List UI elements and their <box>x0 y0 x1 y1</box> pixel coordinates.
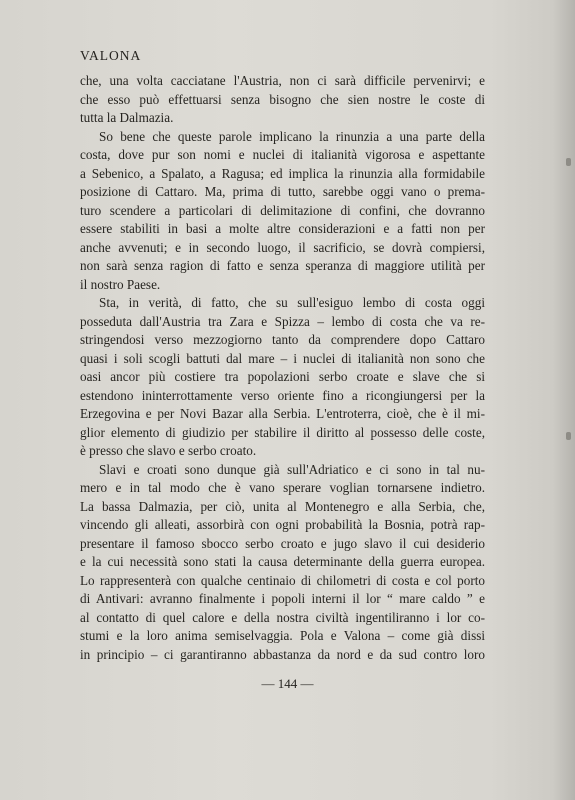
text-line: non sarà senza ragion di fatto e senza speranza di maggiore utilità per <box>80 258 485 273</box>
page-number: — 144 — <box>261 676 314 691</box>
text-line: anche avvenuti; e in secondo luogo, il sacrificio, se dovrà compiersi, <box>80 239 485 255</box>
text-line: vincendo gli alleati, assorbirà con ogni probabilità la Bosnia, potrà rap- <box>80 517 485 532</box>
text-line: Sta, in verità, di fatto, che su sull'esiguo lembo di costa oggi <box>99 295 485 310</box>
text-line: estendono ininterrottamente verso oriente fino a ricongiungersi per la <box>80 387 485 403</box>
text-line: quasi i soli scogli battuti dal mare – i nuclei di italianità non sono che <box>80 350 485 366</box>
text-line: stumi e la loro anima semiselvaggia. Pola e Valona – come già dissi <box>80 628 485 643</box>
text-line: Erzegovina e per Novi Bazar alla Serbia. L'entroterra, cioè, che è il mi- <box>80 406 485 421</box>
margin-mark <box>566 432 571 440</box>
text-line: al contatto di quel calore e della nostra civiltà ingentiliranno i lor co- <box>80 609 485 625</box>
text-line: glior elemento di giudizio per stabilire il diritto al possesso delle coste, <box>80 424 485 440</box>
text-line: Lo rappresenterà con qualche centinaio di chilometri di costa e col porto <box>80 572 485 588</box>
running-head: VALONA <box>80 48 142 63</box>
margin-mark <box>566 158 571 166</box>
text-line: Slavi e croati sono dunque già sull'Adriatico e ci sono in tal nu- <box>99 461 485 477</box>
text-line: oasi ancor più costiere tra popolazioni serbo croate e slave che si <box>80 369 485 384</box>
body-text <box>80 72 485 664</box>
text-line: stringendosi verso mezzogiorno tanto da comprendere dopo Cattaro <box>80 332 485 347</box>
text-line: So bene che queste parole implicano la rinunzia a una parte della <box>99 128 485 144</box>
text-line: è presso che slavo e serbo croato. <box>80 443 257 458</box>
text-line: tutta la Dalmazia. <box>80 110 174 125</box>
text-line: mero e in tal modo che è vano sperare voglian tornarsene indietro. <box>80 480 485 495</box>
text-line: costa, dove pur son nomi e nuclei di italianità vigorosa e aspettante <box>80 147 485 162</box>
text-line: presentare il famoso sbocco serbo croato e jugo slavo il cui desiderio <box>80 535 485 551</box>
text-line: di Antivari: avranno finalmente i popoli interni il lor “ mare caldo ” e <box>80 591 485 606</box>
text-line: il nostro Paese. <box>80 276 161 292</box>
text-line: in principio – ci garantiranno abbastanza da nord e da sud contro loro <box>80 646 485 662</box>
text-line: che, una volta cacciatane l'Austria, non ci sarà difficile pervenirvi; e <box>80 73 485 88</box>
text-line: che esso può effettuarsi senza bisogno che sien nostre le coste di <box>80 91 485 107</box>
text-line: posizione di Cattaro. Ma, prima di tutto, sarebbe oggi vano o prema- <box>80 184 485 199</box>
text-line: essere stabiliti in basi a molte altre considerazioni e a fatti non per <box>80 221 485 236</box>
text-line: La bassa Dalmazia, per ciò, unita al Montenegro e alla Serbia, che, <box>80 498 485 514</box>
text-line: a Sebenico, a Spalato, a Ragusa; ed implica la rinunzia alla formidabile <box>80 165 485 181</box>
text-line: e la cui necessità sono stati la causa determinante della guerra europea. <box>80 554 485 569</box>
text-line: posseduta dall'Austria tra Zara e Spizza – lembo di costa che va re- <box>80 313 485 329</box>
text-line: turo scendere a particolari di delimitazione di confini, che dovranno <box>80 202 485 218</box>
